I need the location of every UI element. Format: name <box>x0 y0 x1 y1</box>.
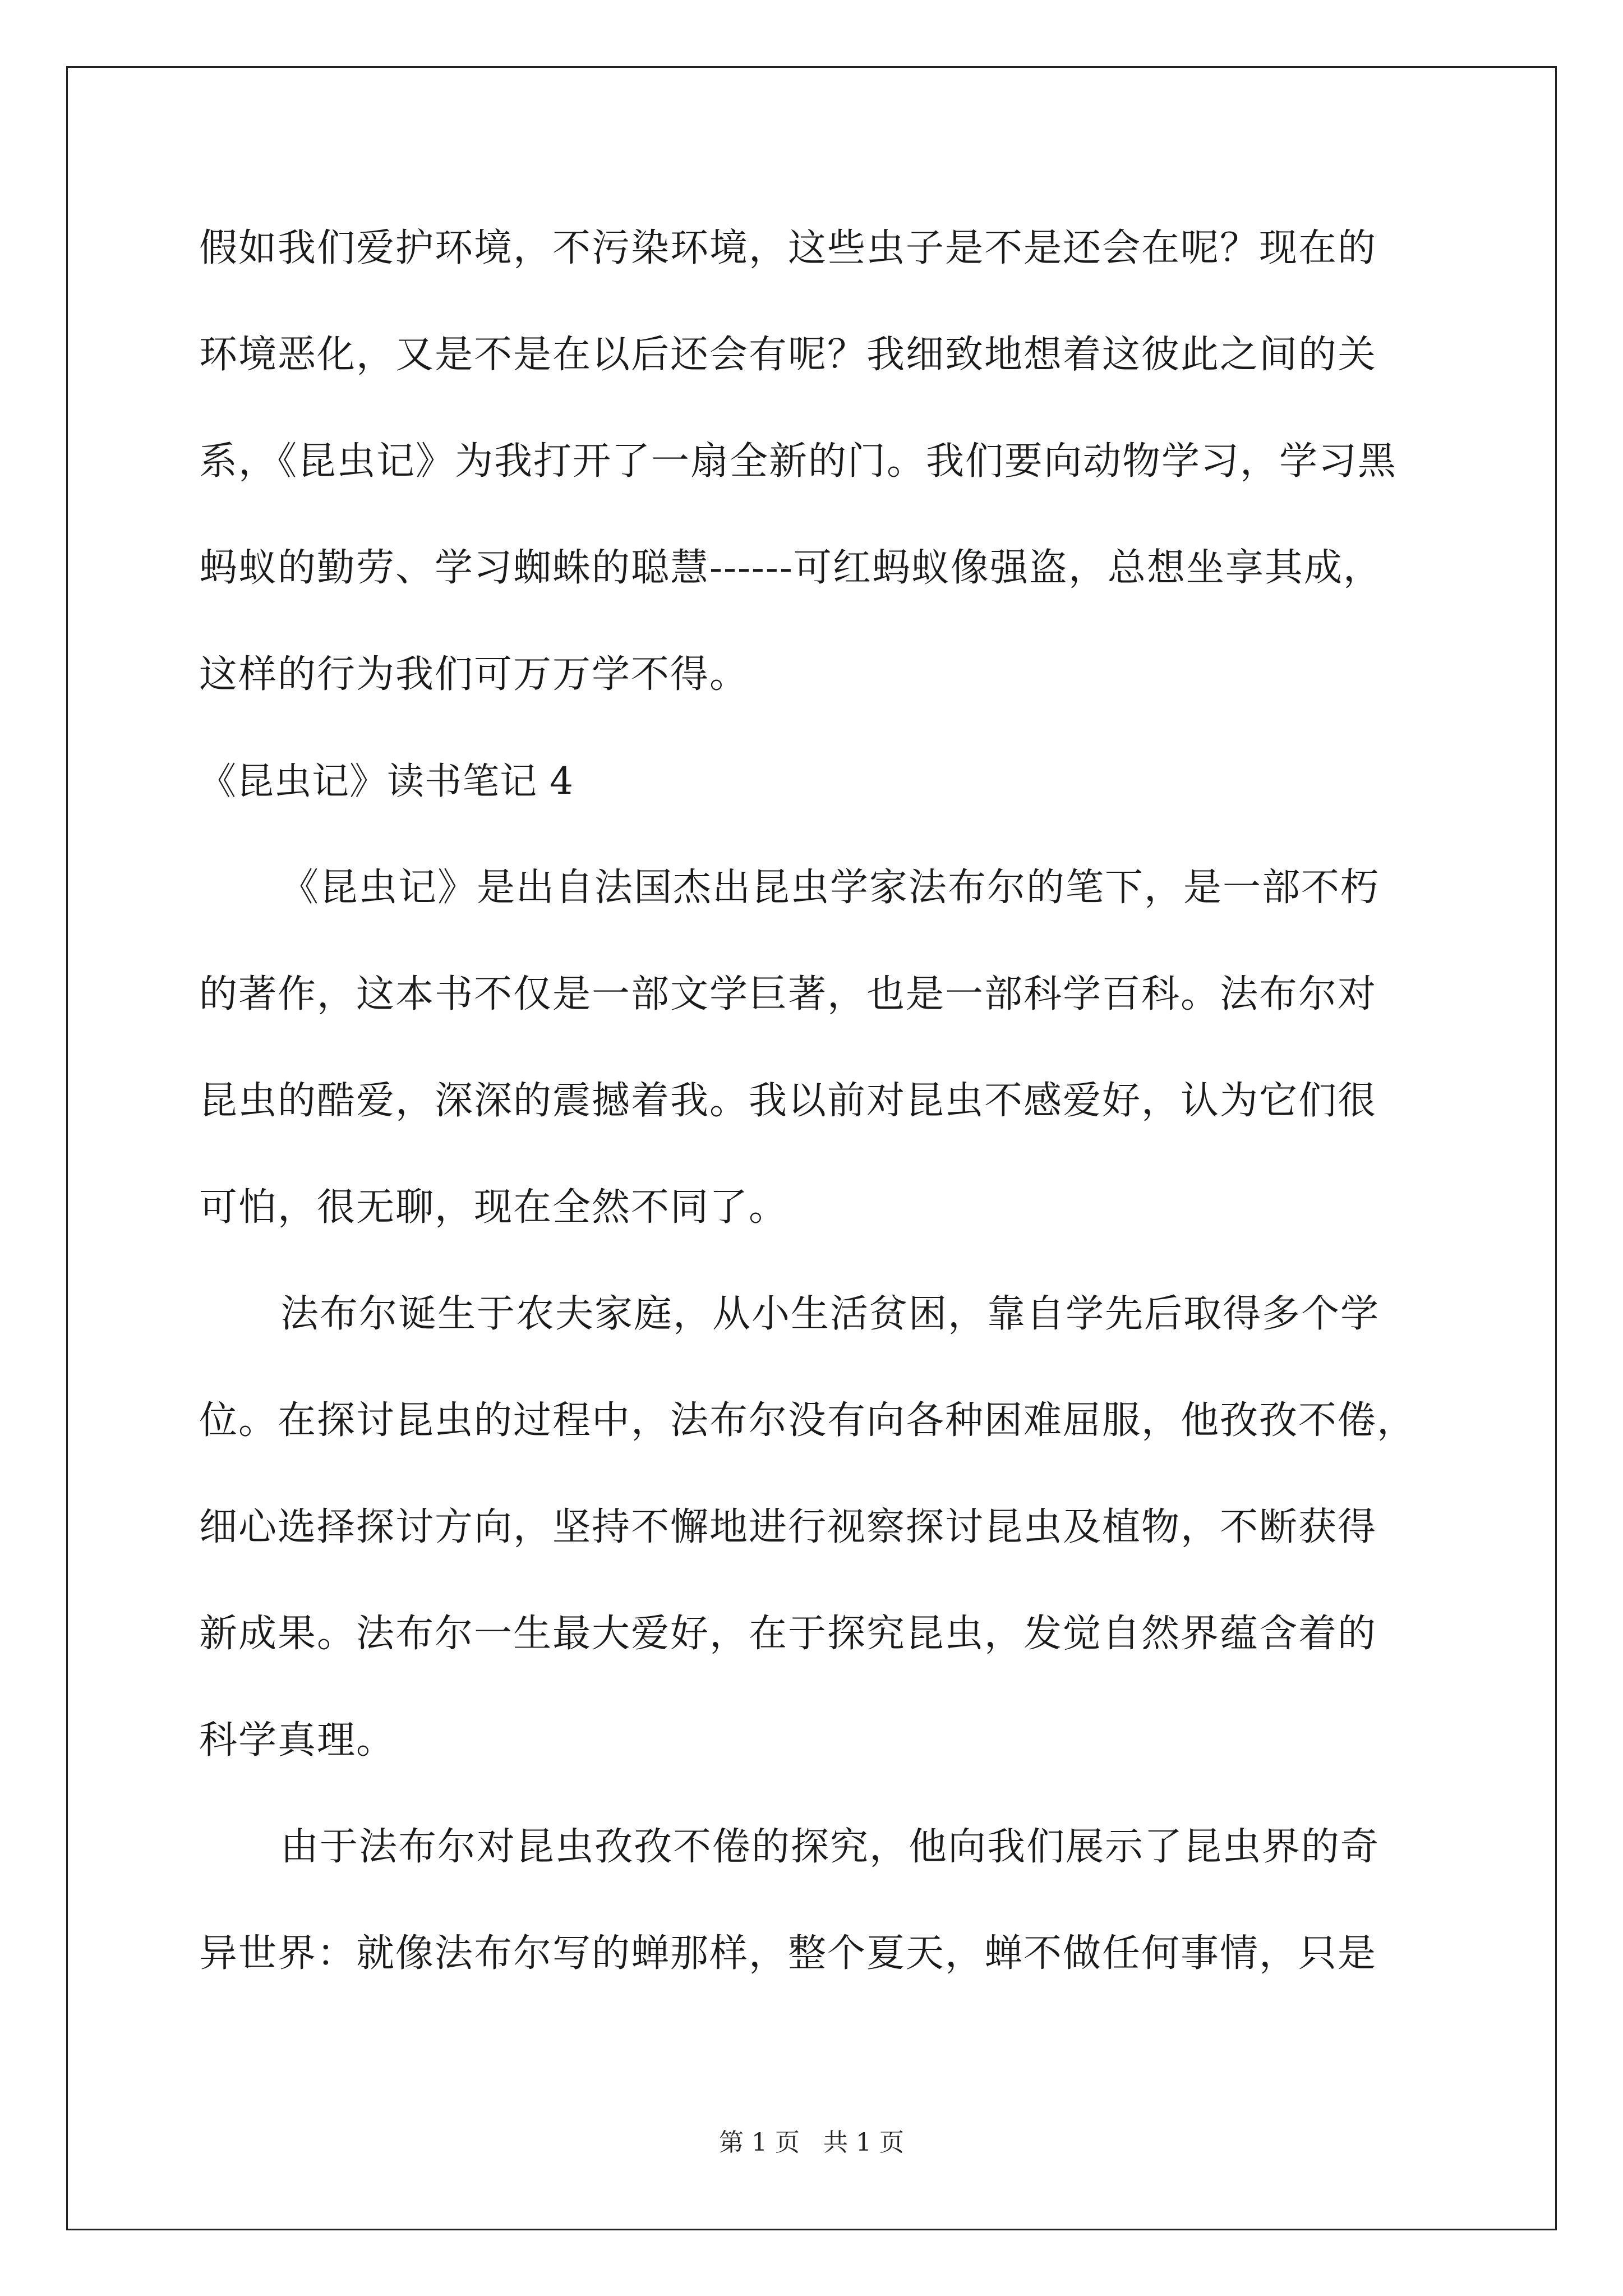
text-line: 可怕，很无聊，现在全然不同了。 <box>199 1185 789 1230</box>
text-line: 蚂蚁的勤劳、学习蜘蛛的聪慧------可红蚂蚁像强盗，总想坐享其成， <box>199 546 1382 590</box>
text-line: 法布尔诞生于农夫家庭，从小生活贫困，靠自学先后取得多个学 <box>280 1292 1380 1336</box>
text-line: 细心选择探讨方向，坚持不懈地进行视察探讨昆虫及植物，不断获得 <box>199 1505 1377 1549</box>
text-line: 《昆虫记》是出自法国杰出昆虫学家法布尔的笔下，是一部不朽 <box>280 866 1380 910</box>
text-line: 异世界：就像法布尔写的蝉那样，整个夏天，蝉不做任何事情，只是 <box>199 1931 1377 1976</box>
page-border <box>66 66 1557 2230</box>
text-line: 环境恶化，又是不是在以后还会有呢？我细致地想着这彼此之间的关 <box>199 333 1377 377</box>
text-line: 这样的行为我们可万万学不得。 <box>199 652 749 697</box>
text-line: 昆虫的酷爱，深深的震撼着我。我以前对昆虫不感爱好，认为它们很 <box>199 1079 1377 1123</box>
section-heading: 《昆虫记》读书笔记 4 <box>199 760 574 803</box>
text-line: 位。在探讨昆虫的过程中，法布尔没有向各种困难屈服，他孜孜不倦， <box>199 1398 1417 1443</box>
text-line: 系，《昆虫记》为我打开了一扇全新的门。我们要向动物学习，学习黑 <box>199 439 1398 484</box>
text-line: 由于法布尔对昆虫孜孜不倦的探究，他向我们展示了昆虫界的奇 <box>280 1825 1380 1869</box>
text-line: 新成果。法布尔一生最大爱好，在于探究昆虫，发觉自然界蕴含着的 <box>199 1612 1377 1656</box>
text-line: 科学真理。 <box>199 1718 396 1763</box>
page-footer: 第 1 页 共 1 页 <box>719 2128 904 2157</box>
text-line: 的著作，这本书不仅是一部文学巨著，也是一部科学百科。法布尔对 <box>199 972 1377 1016</box>
text-line: 假如我们爱护环境，不污染环境，这些虫子是不是还会在呢？现在的 <box>199 226 1377 270</box>
